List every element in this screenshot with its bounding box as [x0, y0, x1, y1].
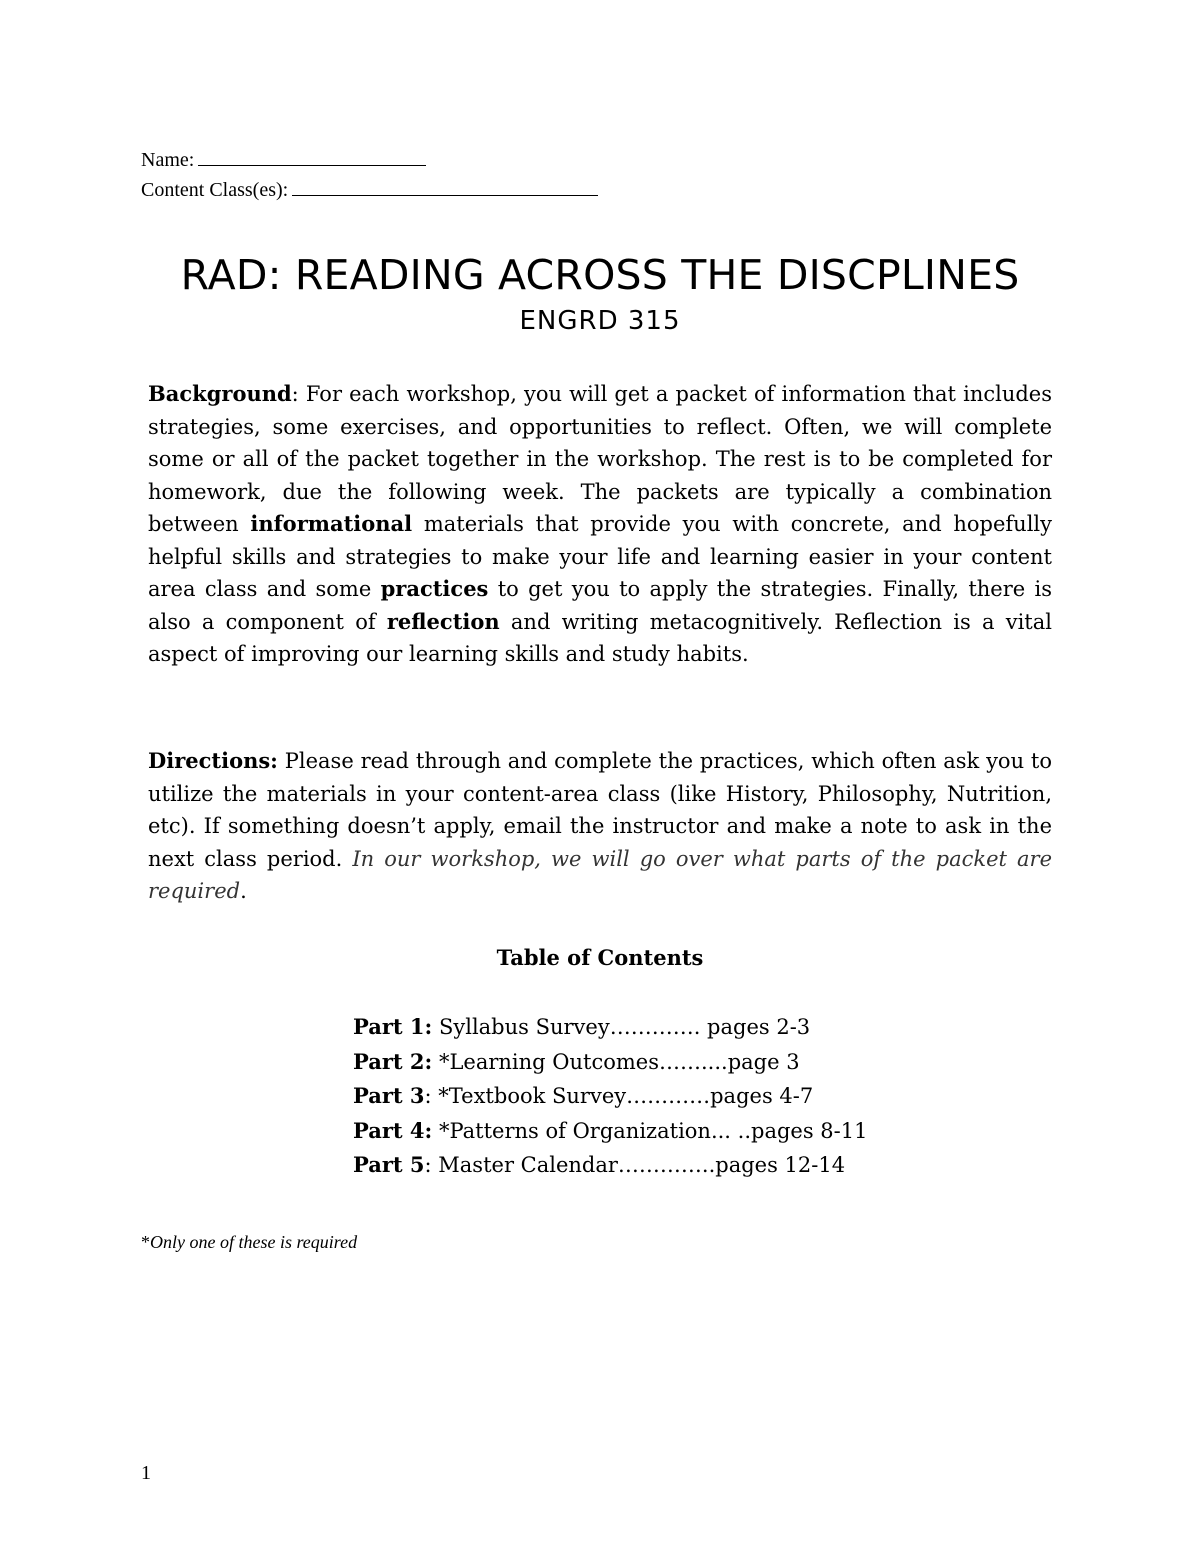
name-blank [198, 145, 426, 166]
toc-separator: : [424, 1048, 433, 1074]
directions-paragraph [148, 745, 1052, 908]
toc-heading: Table of Contents [496, 945, 704, 970]
footnote-star: * [141, 1232, 150, 1252]
toc-item [353, 1045, 867, 1080]
toc-item [353, 1114, 867, 1149]
background-colon: : [291, 382, 299, 406]
toc-separator: : [424, 1153, 432, 1177]
toc-item [353, 1010, 867, 1045]
background-text-4: and writing metacognitively. Reflection is a vital aspect of improving our learning skills and study habits. [148, 609, 1052, 666]
keyword-practices: practices [380, 576, 489, 601]
directions-end: . [240, 879, 247, 903]
name-label: Name: [141, 149, 195, 171]
name-line [141, 145, 598, 175]
directions-label: Directions: [148, 748, 278, 773]
footnote-text: Only one of these is required [150, 1232, 358, 1252]
toc-separator: : [424, 1084, 432, 1108]
background-label: Background [148, 381, 292, 406]
table-of-contents [353, 1010, 867, 1183]
toc-part-number: Part 5 [353, 1152, 425, 1177]
course-code: ENGRD 315 [519, 306, 681, 336]
toc-item-label: Master Calendar…………..pages 12-14 [431, 1153, 846, 1177]
toc-part-number: Part 4 [353, 1117, 425, 1143]
toc-part-number: Part 2 [353, 1048, 425, 1074]
content-class-label: Content Class(es): [141, 179, 289, 201]
keyword-reflection: reflection [386, 608, 500, 634]
toc-item-label: *Textbook Survey…………pages 4-7 [431, 1084, 814, 1108]
student-info-header [141, 145, 598, 205]
toc-item-label: *Learning Outcomes……....page 3 [432, 1049, 800, 1074]
background-text-2: materials that provide you with concrete, and hopefully helpful skills and strategies to make your life and learning easier in your content area class and some [148, 512, 1053, 601]
content-class-blank [292, 175, 598, 196]
toc-part-number: Part 3 [353, 1083, 425, 1108]
document-title: RAD: READING ACROSS THE DISCPLINES [180, 251, 1020, 299]
background-paragraph [148, 378, 1052, 671]
page-number: 1 [141, 1462, 151, 1484]
background-text-1: For each workshop, you will get a packet of information that includes strategies, some exercises, and opportunities to reflect. Often, we will complete some or all of the packet together in the workshop. The rest is to be completed for homework, due the following week. The packets are typically a combination between [148, 382, 1052, 536]
toc-part-number: Part 1 [353, 1014, 425, 1039]
toc-item [353, 1079, 867, 1114]
toc-item-label: Syllabus Survey…………. pages 2-3 [432, 1015, 811, 1039]
keyword-informational: informational [250, 511, 413, 536]
directions-italic-note: In our workshop, we will go over what parts of the packet are required [148, 846, 1052, 903]
footnote [141, 1230, 357, 1254]
toc-separator: : [424, 1117, 433, 1143]
directions-text: Please read through and complete the practices, which often ask you to utilize the materials in your content-area class (like History, Philosophy, Nutrition, etc). If something doesn’t apply, email the instructor and make a note to ask in the next class period. [148, 749, 1052, 871]
toc-item [353, 1148, 867, 1183]
background-text-3: to get you to apply the strategies. Finally, there is also a component of [148, 577, 1053, 634]
toc-separator: : [424, 1014, 433, 1039]
content-class-line [141, 175, 598, 205]
toc-item-label: *Patterns of Organization... ..pages 8-11 [432, 1118, 868, 1143]
